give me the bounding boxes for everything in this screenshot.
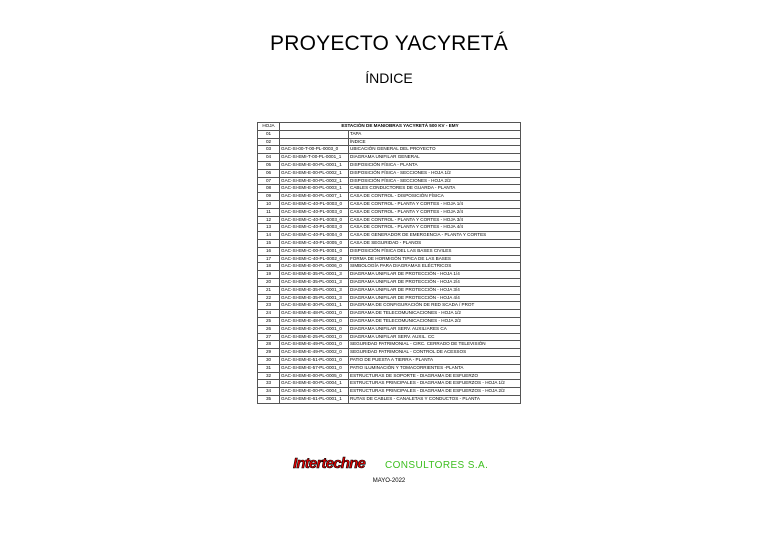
code-cell: GAC-SI-EMI-E-61-PL-0001_1	[280, 395, 349, 403]
hoja-cell: 05	[258, 161, 280, 169]
hoja-cell: 13	[258, 224, 280, 232]
hoja-cell: 21	[258, 286, 280, 294]
description-cell: DIAGRAMA UNIFILAR SERV. AUXILIARES CA	[349, 325, 521, 333]
hoja-cell: 17	[258, 255, 280, 263]
table-row	[258, 232, 521, 240]
table-row	[258, 154, 521, 162]
code-cell	[280, 138, 349, 146]
code-cell: GAC-SI-EMI-E-00-PL-0007_1	[280, 193, 349, 201]
table-row	[258, 286, 521, 294]
description-cell: SEGURIDAD PATRIMONIAL - CONTROL DE ACESSOS	[349, 349, 521, 357]
hoja-cell: 22	[258, 294, 280, 302]
description-cell: CASA DE SEGURIDAD - PLANOS	[349, 239, 521, 247]
table-row	[258, 388, 521, 396]
index-table	[257, 122, 521, 404]
company-name: CONSULTORES S.A.	[385, 460, 489, 471]
document-title: PROYECTO YACYRETÁ	[270, 32, 508, 55]
table-row	[258, 310, 521, 318]
description-cell: RUTAS DE CABLES - CANALETAS Y CONDUCTOS - PLANTA	[349, 395, 521, 403]
hoja-cell: 29	[258, 349, 280, 357]
table-row	[258, 302, 521, 310]
description-cell: TAPA	[349, 130, 521, 138]
description-cell: ESTRUCTURAS PRINCIPALES - DIAGRAMA DE ESFUERZOS - HOJA 2/2	[349, 388, 521, 396]
table-row	[258, 372, 521, 380]
code-cell: GAC-SI-EMI-E-49-PL-0002_0	[280, 349, 349, 357]
header-title: ESTACIÓN DE MANIOBRAS YACYRETÁ 500 KV - EMY	[280, 123, 521, 131]
code-cell: GAC-SI-EMI-C-40-PL-0004_0	[280, 232, 349, 240]
hoja-cell: 31	[258, 364, 280, 372]
document-subtitle: ÍNDICE	[365, 70, 413, 86]
table-row	[258, 146, 521, 154]
description-cell: PATIO ILUMINACIÓN Y TOMACORRIENTES -PLANTA	[349, 364, 521, 372]
code-cell: GAC-SI-EMI-E-57-PL-0001_0	[280, 364, 349, 372]
table-header-row	[258, 123, 521, 131]
table-row	[258, 130, 521, 138]
table-row	[258, 317, 521, 325]
hoja-cell: 25	[258, 317, 280, 325]
code-cell: GAC-SI-EMI-E-00-PL-0004_1	[280, 388, 349, 396]
description-cell: DIAGRAMA UNIFILAR GENERAL	[349, 154, 521, 162]
hoja-cell: 07	[258, 177, 280, 185]
code-cell: GAC-SI-EMI-E-30-PL-0001_1	[280, 302, 349, 310]
code-cell: GAC-SI-EMI-E-00-PL-0006_0	[280, 263, 349, 271]
description-cell: DIAGRAMA UNIFILAR DE PROTECCIÓN - HOJA 3/4	[349, 286, 521, 294]
description-cell: DISPOSICIÓN FÍSICA - SECCIONES - HOJA 2/2	[349, 177, 521, 185]
table-row	[258, 356, 521, 364]
table-row	[258, 255, 521, 263]
code-cell: GAC-SI-EMI-E-00-PL-0003_1	[280, 185, 349, 193]
table-row	[258, 364, 521, 372]
hoja-cell: 10	[258, 200, 280, 208]
code-cell: GAC-SI-EMI-C-40-PL-0003_0	[280, 208, 349, 216]
table-row	[258, 216, 521, 224]
table-row	[258, 193, 521, 201]
description-cell: DIAGRAMA DE TELECOMUNICACIONES - HOJA 2/2	[349, 317, 521, 325]
hoja-cell: 23	[258, 302, 280, 310]
code-cell: GAC-SI-EMI-E-00-PL-0001_1	[280, 161, 349, 169]
hoja-cell: 33	[258, 380, 280, 388]
table-row	[258, 341, 521, 349]
hoja-cell: 16	[258, 247, 280, 255]
description-cell: DIAGRAMA UNIFILAR DE PROTECCIÓN - HOJA 1/4	[349, 271, 521, 279]
hoja-cell: 19	[258, 271, 280, 279]
description-cell: CASA DE CONTROL - PLANTA Y CORTES - HOJA 1/4	[349, 200, 521, 208]
code-cell: GAC-SI-EMI-E-35-PL-0001_3	[280, 278, 349, 286]
description-cell: DIAGRAMA DE CONFIGURACIÓN DE RED SCADA / PROT	[349, 302, 521, 310]
hoja-cell: 34	[258, 388, 280, 396]
description-cell: ÍNDICE	[349, 138, 521, 146]
table-row	[258, 380, 521, 388]
description-cell: CASA DE CONTROL - PLANTA Y CORTES - HOJA 2/4	[349, 208, 521, 216]
hoja-cell: 32	[258, 372, 280, 380]
code-cell: GAC-SI-EMI-E-00-PL-0002_1	[280, 169, 349, 177]
code-cell: GAC-SI-EMI-E-48-PL-0001_0	[280, 310, 349, 318]
table-body	[258, 130, 521, 403]
hoja-cell: 11	[258, 208, 280, 216]
hoja-cell: 08	[258, 185, 280, 193]
description-cell: DISPOSICIÓN FÍSICA DEL LAS BASES CIVILES	[349, 247, 521, 255]
hoja-cell: 03	[258, 146, 280, 154]
description-cell: ESTRUCTURAS PRINCIPALES - DIAGRAMA DE ESFUERZOS - HOJA 1/2	[349, 380, 521, 388]
code-cell: GAC-SI-EMI-E-00-PL-0004_1	[280, 380, 349, 388]
code-cell: GAC-SI-EMI-E-35-PL-0001_3	[280, 294, 349, 302]
code-cell: GAC-SI-EMI-T-00-PL-0001_1	[280, 154, 349, 162]
table-row	[258, 208, 521, 216]
table-row	[258, 177, 521, 185]
code-cell: GAC-SI-EMI-C-40-PL-0003_0	[280, 216, 349, 224]
code-cell: GAC-SI-EMI-E-48-PL-0001_0	[280, 317, 349, 325]
hoja-cell: 26	[258, 325, 280, 333]
description-cell: CASA DE GENERADOR DE EMERGENCIA - PLANTA Y CORTES	[349, 232, 521, 240]
table-row	[258, 169, 521, 177]
description-cell: DISPOSICIÓN FÍSICA - SECCIONES - HOJA 1/2	[349, 169, 521, 177]
table-row	[258, 271, 521, 279]
description-cell: CASA DE CONTROL - PLANTA Y CORTES - HOJA 4/4	[349, 224, 521, 232]
description-cell: ESTRUCTURAS DE SOPORTE - DIAGRAMA DE ESFUERZO	[349, 372, 521, 380]
table-row	[258, 247, 521, 255]
code-cell: GAC-SI-EMI-C-00-PL-0001_0	[280, 247, 349, 255]
description-cell: DIAGRAMA UNIFILAR DE PROTECCIÓN - HOJA 2/4	[349, 278, 521, 286]
table-row	[258, 278, 521, 286]
hoja-cell: 30	[258, 356, 280, 364]
table-row	[258, 138, 521, 146]
code-cell: GAC-SI-EMI-C-40-PL-0003_0	[280, 200, 349, 208]
hoja-cell: 20	[258, 278, 280, 286]
code-cell: GAC-SI-EMI-C-40-PL-0003_0	[280, 224, 349, 232]
code-cell: GAC-SI-EMI-E-51-PL-0001_0	[280, 356, 349, 364]
hoja-cell: 18	[258, 263, 280, 271]
description-cell: CASA DE CONTROL - DISPOSICIÓN FÍSICA	[349, 193, 521, 201]
hoja-cell: 28	[258, 341, 280, 349]
hoja-cell: 04	[258, 154, 280, 162]
table-row	[258, 294, 521, 302]
table-row	[258, 333, 521, 341]
description-cell: CABLES CONDUCTORES DE GUARDA - PLANTA	[349, 185, 521, 193]
table-row	[258, 325, 521, 333]
description-cell: DIAGRAMA DE TELECOMUNICACIONES - HOJA 1/2	[349, 310, 521, 318]
hoja-cell: 14	[258, 232, 280, 240]
hoja-cell: 15	[258, 239, 280, 247]
hoja-cell: 24	[258, 310, 280, 318]
description-cell: DIAGRAMA UNIFILAR DE PROTECCIÓN - HOJA 4/4	[349, 294, 521, 302]
hoja-cell: 09	[258, 193, 280, 201]
description-cell: PATIO DE PUESTA A TIERRA - PLANTA	[349, 356, 521, 364]
code-cell: GAC-SI-EMI-C-40-PL-0002_0	[280, 255, 349, 263]
table-row	[258, 395, 521, 403]
hoja-cell: 01	[258, 130, 280, 138]
code-cell: GAC-SI-EMI-C-40-PL-0005_0	[280, 239, 349, 247]
hoja-cell: 02	[258, 138, 280, 146]
hoja-cell: 12	[258, 216, 280, 224]
logo-part-inter: Inter	[293, 455, 322, 472]
code-cell: GAC-SI-EMI-E-35-PL-0001_3	[280, 271, 349, 279]
description-cell: SEGURIDAD PATRIMONIAL - CIRC. CERRADO DE TELEVISIÓN	[349, 341, 521, 349]
description-cell: UBICACIÓN GENERAL DEL PROYECTO	[349, 146, 521, 154]
description-cell: FORMA DE HORMIGÓN TIPICA DE LAS BASES	[349, 255, 521, 263]
code-cell: GAC-SI-EMI-E-00-PL-0002_1	[280, 177, 349, 185]
table-row	[258, 200, 521, 208]
description-cell: DISPOSICIÓN FÍSICA - PLANTA	[349, 161, 521, 169]
header-hoja: HOJA	[258, 123, 280, 131]
hoja-cell: 06	[258, 169, 280, 177]
description-cell: SIMBOLOGÍA PARA DIAGRAMAS ELÉCTRICOS	[349, 263, 521, 271]
hoja-cell: 35	[258, 395, 280, 403]
table-row	[258, 239, 521, 247]
code-cell: GAC-SI-00-T-00-PL-0003_0	[280, 146, 349, 154]
intertechne-logo	[293, 455, 365, 472]
description-cell: CASA DE CONTROL - PLANTA Y CORTES - HOJA 3/4	[349, 216, 521, 224]
table-row	[258, 185, 521, 193]
code-cell: GAC-SI-EMI-E-25-PL-0001_0	[280, 333, 349, 341]
hoja-cell: 27	[258, 333, 280, 341]
table-row	[258, 224, 521, 232]
code-cell: GAC-SI-EMI-E-00-PL-0005_0	[280, 372, 349, 380]
table-row	[258, 263, 521, 271]
code-cell: GAC-SI-EMI-E-35-PL-0001_3	[280, 286, 349, 294]
table-row	[258, 349, 521, 357]
code-cell	[280, 130, 349, 138]
code-cell: GAC-SI-EMI-E-20-PL-0001_0	[280, 325, 349, 333]
logo-part-techne: techne	[321, 455, 366, 472]
code-cell: GAC-SI-EMI-E-49-PL-0001_0	[280, 341, 349, 349]
description-cell: DIAGRAMA UNIFILAR SERV. AUXIL. CC	[349, 333, 521, 341]
table-row	[258, 161, 521, 169]
document-date: MAYO-2022	[372, 478, 406, 484]
